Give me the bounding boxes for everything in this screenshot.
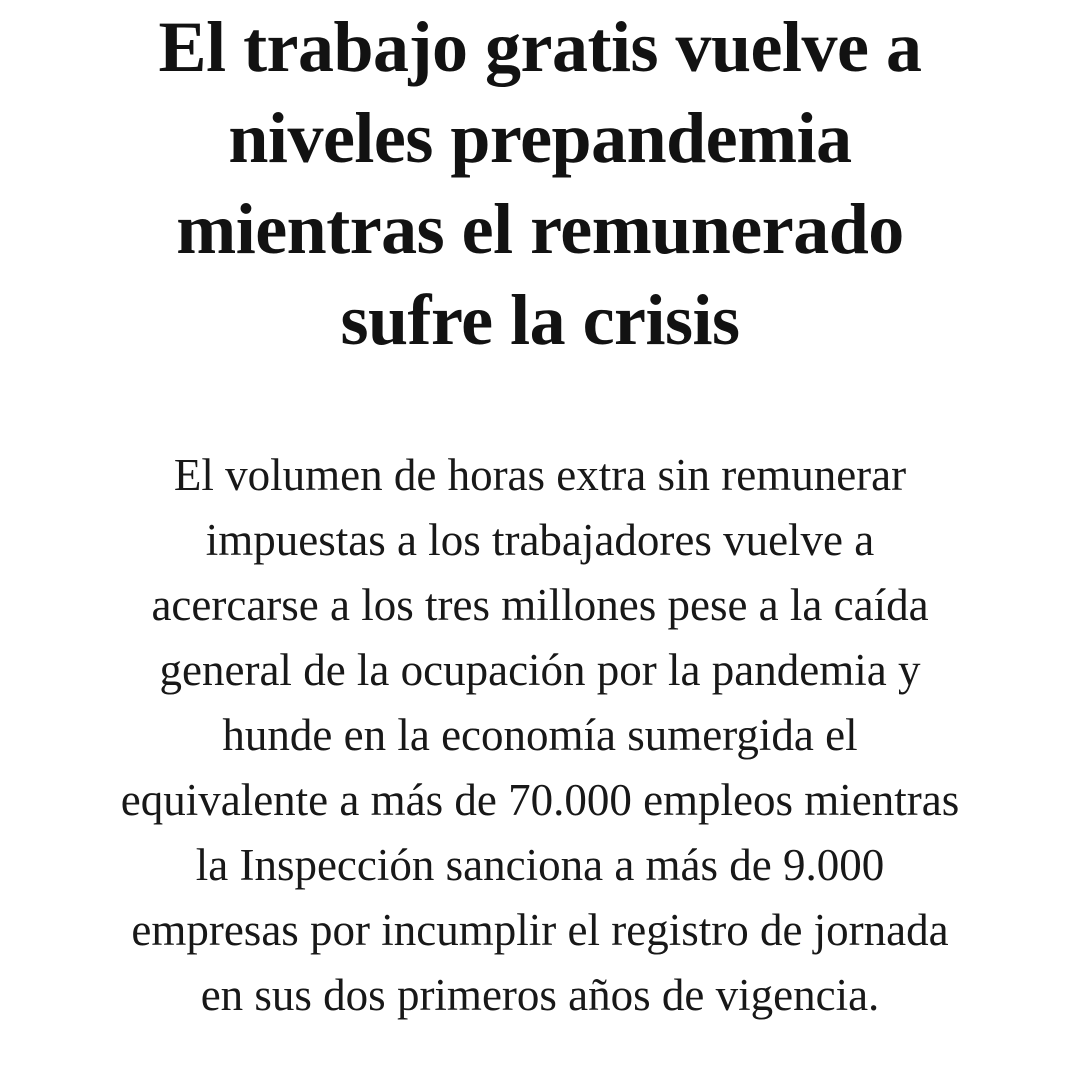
standfirst-line: impuestas a los trabajadores vuelve a [205,515,875,565]
standfirst-line: la Inspección sanciona a más de 9.000 [195,840,885,890]
standfirst-line: en sus dos primeros años de vigencia. [200,970,880,1020]
standfirst-line: general de la ocupación por la pandemia y [159,645,921,695]
standfirst-line: equivalente a más de 70.000 empleos mientras [120,775,960,825]
standfirst-line: empresas por incumplir el registro de jornada [131,905,949,955]
headline-line: mientras el remunerado [176,189,904,269]
headline-line: El trabajo gratis vuelve a [158,7,922,87]
standfirst-line: acercarse a los tres millones pese a la caída [151,580,929,630]
headline-line: sufre la crisis [340,280,740,360]
standfirst-line: El volumen de horas extra sin remunerar [173,450,907,500]
headline-line: niveles prepandemia [228,98,852,178]
standfirst-line: hunde en la economía sumergida el [222,710,858,760]
article-standfirst [0,443,1080,1028]
article-headline [0,0,1080,366]
